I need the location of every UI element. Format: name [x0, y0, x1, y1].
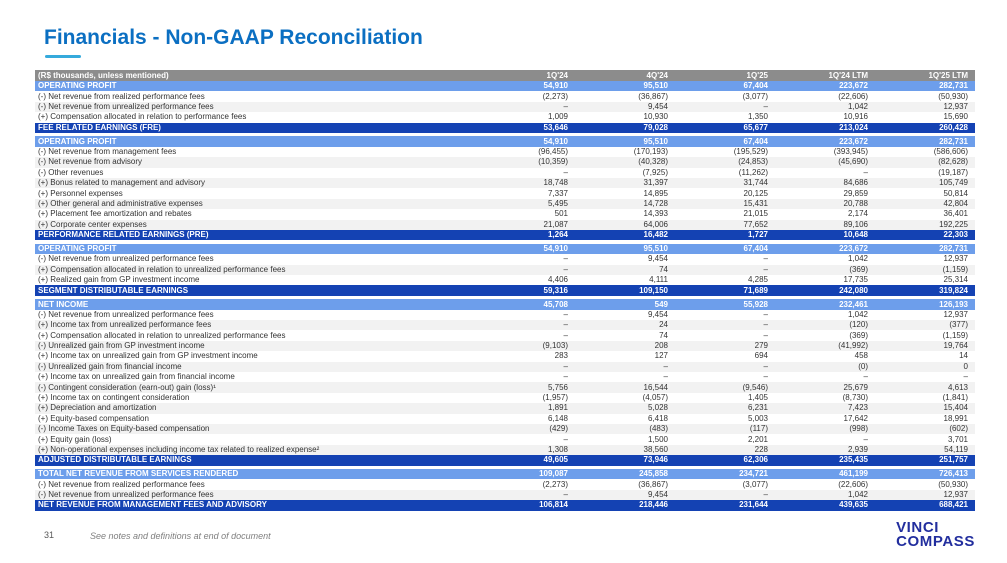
cell-value: 25,679: [843, 382, 868, 392]
cell-value: 67,404: [743, 244, 768, 254]
table-row: [35, 490, 975, 500]
cell-value: (45,690): [838, 157, 868, 167]
cell-value: 1,405: [747, 393, 768, 403]
cell-value: 127: [654, 351, 668, 361]
cell-value: 10,930: [643, 112, 668, 122]
cell-value: 208: [654, 341, 668, 351]
cell-value: (9,103): [542, 341, 568, 351]
cell-value: (36,867): [638, 91, 668, 101]
cell-value: 74: [659, 330, 668, 340]
cell-value: (998): [849, 424, 868, 434]
cell-value: (82,628): [938, 157, 968, 167]
row-label: (+) Non-operational expenses including income tax related to realized expense²: [38, 445, 320, 454]
row-label: (+) Bonus related to management and advisory: [38, 179, 205, 188]
cell-value: (483): [649, 424, 668, 434]
cell-value: 279: [754, 341, 768, 351]
cell-value: 9,454: [647, 490, 668, 500]
cell-value: 231,644: [739, 500, 768, 510]
table-row: [35, 372, 975, 382]
cell-value: (0): [858, 361, 868, 371]
cell-value: 319,824: [939, 285, 968, 295]
cell-value: 71,689: [743, 285, 768, 295]
cell-value: 12,937: [943, 490, 968, 500]
table-row: [35, 434, 975, 444]
row-label: OPERATING PROFIT: [38, 137, 117, 146]
cell-value: 55,928: [743, 299, 768, 309]
table-row-total: [35, 230, 975, 240]
cell-value: 6,418: [647, 413, 668, 423]
cell-value: –: [563, 361, 568, 371]
cell-value: (19,187): [938, 167, 968, 177]
cell-value: 109,087: [539, 469, 568, 479]
cell-value: –: [763, 264, 768, 274]
cell-value: –: [763, 490, 768, 500]
row-label: ADJUSTED DISTRIBUTABLE EARNINGS: [38, 456, 192, 465]
cell-value: 12,937: [943, 254, 968, 264]
cell-value: (3,077): [742, 91, 768, 101]
cell-value: (22,606): [838, 91, 868, 101]
column-header: 1Q'24: [546, 70, 568, 80]
cell-value: 21,015: [743, 209, 768, 219]
row-label: (+) Realized gain from GP investment income: [38, 276, 200, 285]
table-row: [35, 351, 975, 361]
row-label: (-) Net revenue from advisory: [38, 158, 143, 167]
cell-value: (10,359): [538, 157, 568, 167]
table-row: [35, 178, 975, 188]
table-row: [35, 414, 975, 424]
table-row: [35, 254, 975, 264]
cell-value: 260,428: [939, 122, 968, 132]
cell-value: (195,529): [733, 147, 768, 157]
row-label: (-) Unrealized gain from financial income: [38, 362, 182, 371]
cell-value: 235,435: [839, 455, 868, 465]
units-label: (R$ thousands, unless mentioned): [38, 71, 169, 80]
cell-value: (50,930): [938, 91, 968, 101]
cell-value: 439,635: [839, 500, 868, 510]
cell-value: 242,080: [839, 285, 868, 295]
cell-value: 282,731: [939, 136, 968, 146]
row-label: (+) Compensation allocated in relation to performance fees: [38, 113, 247, 122]
cell-value: 14,728: [643, 198, 668, 208]
cell-value: 106,814: [539, 500, 568, 510]
cell-value: –: [863, 372, 868, 382]
cell-value: –: [563, 434, 568, 444]
table-row: [35, 382, 975, 392]
row-label: NET INCOME: [38, 300, 89, 309]
page-title: Financials - Non-GAAP Reconciliation: [44, 26, 423, 49]
cell-value: 5,495: [547, 198, 568, 208]
table-row: [35, 91, 975, 101]
cell-value: 12,937: [943, 309, 968, 319]
row-label: NET REVENUE FROM MANAGEMENT FEES AND ADVISORY: [38, 501, 267, 510]
table-row: [35, 157, 975, 167]
row-label: (-) Net revenue from unrealized performance fees: [38, 255, 214, 264]
cell-value: 20,125: [743, 188, 768, 198]
cell-value: 461,199: [839, 469, 868, 479]
cell-value: 15,431: [743, 198, 768, 208]
row-label: (+) Income tax on contingent consideration: [38, 394, 190, 403]
row-label: (+) Income tax from unrealized performance fees: [38, 321, 212, 330]
page-number: 31: [44, 530, 55, 540]
column-header: 1Q'25: [746, 70, 768, 80]
row-label: (-) Net revenue from realized performance fees: [38, 480, 205, 489]
cell-value: 501: [554, 209, 568, 219]
cell-value: –: [763, 254, 768, 264]
cell-value: 213,024: [839, 122, 868, 132]
cell-value: 65,677: [743, 122, 768, 132]
cell-value: 95,510: [643, 136, 668, 146]
cell-value: 89,106: [843, 219, 868, 229]
cell-value: (9,546): [742, 382, 768, 392]
cell-value: 14,393: [643, 209, 668, 219]
cell-value: (117): [749, 424, 768, 434]
cell-value: 1,042: [847, 254, 868, 264]
cell-value: (2,273): [542, 479, 568, 489]
row-label: (+) Income tax on unrealized gain from GP investment income: [38, 352, 258, 361]
cell-value: 54,910: [543, 244, 568, 254]
cell-value: 36,401: [943, 209, 968, 219]
table-row: [35, 102, 975, 112]
cell-value: 245,858: [639, 469, 668, 479]
cell-value: 10,916: [843, 112, 868, 122]
cell-value: 67,404: [743, 136, 768, 146]
table-row: [35, 341, 975, 351]
cell-value: 10,648: [843, 230, 868, 240]
cell-value: (369): [849, 264, 868, 274]
cell-value: (96,455): [538, 147, 568, 157]
table-row-head: [35, 136, 975, 146]
cell-value: (7,925): [642, 167, 668, 177]
cell-value: (586,606): [933, 147, 968, 157]
cell-value: (377): [949, 320, 968, 330]
table-row: [35, 403, 975, 413]
cell-value: 45,708: [543, 299, 568, 309]
cell-value: (1,841): [942, 393, 968, 403]
table-row-total: [35, 500, 975, 510]
column-header: 4Q'24: [646, 70, 668, 80]
cell-value: 14: [959, 351, 968, 361]
cell-value: (40,328): [638, 157, 668, 167]
column-header: 1Q'24 LTM: [828, 70, 868, 80]
cell-value: 31,397: [643, 178, 668, 188]
row-label: (-) Income Taxes on Equity-based compensation: [38, 425, 210, 434]
row-label: (+) Personnel expenses: [38, 189, 123, 198]
row-label: (-) Contingent consideration (earn-out) gain (loss)¹: [38, 383, 216, 392]
cell-value: 67,404: [743, 81, 768, 91]
row-label: (-) Net revenue from unrealized performance fees: [38, 102, 214, 111]
table-row: [35, 445, 975, 455]
title-accent-bar: [45, 55, 81, 58]
cell-value: 50,814: [943, 188, 968, 198]
cell-value: 9,454: [647, 254, 668, 264]
cell-value: 2,201: [747, 434, 768, 444]
cell-value: 3,701: [947, 434, 968, 444]
cell-value: 228: [754, 444, 768, 454]
table-row-head: [35, 469, 975, 479]
table-row-total: [35, 123, 975, 133]
table-row: [35, 220, 975, 230]
cell-value: (11,262): [738, 167, 768, 177]
cell-value: (41,992): [838, 341, 868, 351]
cell-value: 49,605: [543, 455, 568, 465]
table-row: [35, 320, 975, 330]
cell-value: 14,895: [643, 188, 668, 198]
table-body: [35, 81, 975, 511]
table-row-head: [35, 81, 975, 91]
table-row-head: [35, 244, 975, 254]
row-label: (-) Net revenue from management fees: [38, 148, 177, 157]
table-row: [35, 393, 975, 403]
cell-value: (369): [849, 330, 868, 340]
cell-value: 19,764: [943, 341, 968, 351]
cell-value: 20,788: [843, 198, 868, 208]
row-label: (+) Other general and administrative expenses: [38, 199, 203, 208]
cell-value: 549: [654, 299, 668, 309]
cell-value: (120): [849, 320, 868, 330]
cell-value: 59,316: [543, 285, 568, 295]
cell-value: 24: [659, 320, 668, 330]
cell-value: 5,003: [747, 413, 768, 423]
row-label: (+) Compensation allocated in relation to unrealized performance fees: [38, 331, 286, 340]
cell-value: 4,613: [947, 382, 968, 392]
cell-value: 1,500: [647, 434, 668, 444]
cell-value: –: [563, 372, 568, 382]
cell-value: (4,057): [642, 393, 668, 403]
cell-value: 726,413: [939, 469, 968, 479]
cell-value: 54,910: [543, 81, 568, 91]
cell-value: 5,028: [647, 403, 668, 413]
cell-value: 458: [854, 351, 868, 361]
row-label: OPERATING PROFIT: [38, 245, 117, 254]
table-row: [35, 209, 975, 219]
cell-value: –: [563, 320, 568, 330]
cell-value: (3,077): [742, 479, 768, 489]
cell-value: 25,314: [943, 275, 968, 285]
row-label: (+) Compensation allocated in relation to unrealized performance fees: [38, 265, 286, 274]
cell-value: –: [563, 254, 568, 264]
cell-value: –: [563, 167, 568, 177]
cell-value: (1,159): [942, 330, 968, 340]
cell-value: 53,646: [543, 122, 568, 132]
cell-value: 109,150: [639, 285, 668, 295]
row-label: (-) Net revenue from realized performance fees: [38, 92, 205, 101]
column-header: 1Q'25 LTM: [928, 70, 968, 80]
table-row: [35, 362, 975, 372]
cell-value: 16,544: [643, 382, 668, 392]
cell-value: (1,957): [542, 393, 568, 403]
cell-value: –: [663, 361, 668, 371]
cell-value: 688,421: [939, 500, 968, 510]
cell-value: 1,727: [747, 230, 768, 240]
table-row: [35, 199, 975, 209]
cell-value: 22,303: [943, 230, 968, 240]
cell-value: 282,731: [939, 244, 968, 254]
cell-value: (170,193): [633, 147, 668, 157]
row-label: PERFORMANCE RELATED EARNINGS (PRE): [38, 231, 209, 240]
cell-value: –: [563, 490, 568, 500]
cell-value: 12,937: [943, 101, 968, 111]
table-row: [35, 479, 975, 489]
cell-value: 234,721: [739, 469, 768, 479]
reconciliation-table: [35, 70, 975, 511]
cell-value: 18,748: [543, 178, 568, 188]
cell-value: 7,337: [547, 188, 568, 198]
cell-value: 17,735: [843, 275, 868, 285]
cell-value: 95,510: [643, 244, 668, 254]
cell-value: 74: [659, 264, 668, 274]
table-row: [35, 168, 975, 178]
cell-value: 31,744: [743, 178, 768, 188]
cell-value: 4,285: [747, 275, 768, 285]
row-label: (-) Net revenue from unrealized performance fees: [38, 491, 214, 500]
cell-value: 105,749: [939, 178, 968, 188]
cell-value: 64,006: [643, 219, 668, 229]
table-row: [35, 330, 975, 340]
cell-value: 5,756: [547, 382, 568, 392]
table-row-head: [35, 299, 975, 309]
cell-value: 223,672: [839, 81, 868, 91]
vinci-compass-logo: [896, 518, 975, 550]
cell-value: 282,731: [939, 81, 968, 91]
cell-value: –: [563, 330, 568, 340]
cell-value: 62,306: [743, 455, 768, 465]
cell-value: 42,804: [943, 198, 968, 208]
row-label: (-) Unrealized gain from GP investment income: [38, 342, 205, 351]
row-label: (+) Income tax on unrealized gain from financial income: [38, 373, 235, 382]
cell-value: (8,730): [842, 393, 868, 403]
table-row: [35, 275, 975, 285]
row-label: TOTAL NET REVENUE FROM SERVICES RENDERED: [38, 470, 239, 479]
cell-value: 223,672: [839, 244, 868, 254]
cell-value: 192,225: [939, 219, 968, 229]
cell-value: 1,308: [547, 444, 568, 454]
cell-value: 126,193: [939, 299, 968, 309]
table-row-total: [35, 455, 975, 465]
cell-value: –: [763, 320, 768, 330]
logo-line-2: COMPASS: [896, 532, 975, 550]
cell-value: 38,560: [643, 444, 668, 454]
cell-value: 1,350: [747, 112, 768, 122]
cell-value: 84,686: [843, 178, 868, 188]
footnote-text: See notes and definitions at end of document: [90, 531, 271, 541]
row-label: (-) Net revenue from unrealized performance fees: [38, 310, 214, 319]
cell-value: 218,446: [639, 500, 668, 510]
table-row: [35, 424, 975, 434]
cell-value: 6,231: [747, 403, 768, 413]
cell-value: 16,482: [643, 230, 668, 240]
cell-value: –: [563, 101, 568, 111]
cell-value: 2,174: [847, 209, 868, 219]
cell-value: –: [863, 167, 868, 177]
cell-value: 283: [554, 351, 568, 361]
row-label: OPERATING PROFIT: [38, 82, 117, 91]
cell-value: 15,404: [943, 403, 968, 413]
cell-value: (1,159): [942, 264, 968, 274]
cell-value: 232,461: [839, 299, 868, 309]
cell-value: (393,945): [833, 147, 868, 157]
cell-value: (602): [949, 424, 968, 434]
row-label: (+) Equity gain (loss): [38, 435, 112, 444]
cell-value: 1,264: [547, 230, 568, 240]
cell-value: 223,672: [839, 136, 868, 146]
row-label: (-) Other revenues: [38, 168, 104, 177]
cell-value: 17,642: [843, 413, 868, 423]
cell-value: (50,930): [938, 479, 968, 489]
cell-value: –: [663, 372, 668, 382]
row-label: (+) Equity-based compensation: [38, 414, 149, 423]
table-row: [35, 265, 975, 275]
cell-value: 54,910: [543, 136, 568, 146]
cell-value: 1,009: [547, 112, 568, 122]
cell-value: 21,087: [543, 219, 568, 229]
cell-value: 6,148: [547, 413, 568, 423]
cell-value: 9,454: [647, 309, 668, 319]
cell-value: 18,991: [943, 413, 968, 423]
cell-value: –: [963, 372, 968, 382]
cell-value: 29,859: [843, 188, 868, 198]
cell-value: 251,757: [939, 455, 968, 465]
cell-value: 1,042: [847, 309, 868, 319]
row-label: (+) Corporate center expenses: [38, 220, 147, 229]
row-label: FEE RELATED EARNINGS (FRE): [38, 123, 161, 132]
cell-value: (24,853): [738, 157, 768, 167]
cell-value: –: [563, 309, 568, 319]
table-row: [35, 310, 975, 320]
cell-value: 7,423: [847, 403, 868, 413]
table-row: [35, 147, 975, 157]
table-row-total: [35, 285, 975, 295]
row-label: (+) Placement fee amortization and rebates: [38, 210, 192, 219]
row-label: SEGMENT DISTRIBUTABLE EARNINGS: [38, 286, 189, 295]
table-row: [35, 188, 975, 198]
cell-value: –: [863, 434, 868, 444]
table-column-header-row: [35, 70, 975, 81]
cell-value: –: [763, 309, 768, 319]
cell-value: 73,946: [643, 455, 668, 465]
cell-value: –: [763, 372, 768, 382]
cell-value: (429): [549, 424, 568, 434]
cell-value: –: [763, 361, 768, 371]
cell-value: 79,028: [643, 122, 668, 132]
cell-value: 1,042: [847, 490, 868, 500]
row-label: (+) Depreciation and amortization: [38, 404, 157, 413]
cell-value: 77,652: [743, 219, 768, 229]
cell-value: –: [563, 264, 568, 274]
cell-value: 15,690: [943, 112, 968, 122]
cell-value: –: [763, 101, 768, 111]
cell-value: 4,406: [547, 275, 568, 285]
cell-value: 1,042: [847, 101, 868, 111]
cell-value: 9,454: [647, 101, 668, 111]
cell-value: –: [763, 330, 768, 340]
cell-value: 2,939: [847, 444, 868, 454]
cell-value: 54,119: [944, 444, 968, 454]
cell-value: 694: [754, 351, 768, 361]
cell-value: 1,891: [547, 403, 568, 413]
cell-value: (22,606): [838, 479, 868, 489]
cell-value: 95,510: [643, 81, 668, 91]
logo-line-1: VINCI: [896, 518, 940, 536]
table-row: [35, 112, 975, 122]
cell-value: (2,273): [542, 91, 568, 101]
cell-value: (36,867): [638, 479, 668, 489]
cell-value: 0: [963, 361, 968, 371]
cell-value: 4,111: [649, 275, 668, 285]
